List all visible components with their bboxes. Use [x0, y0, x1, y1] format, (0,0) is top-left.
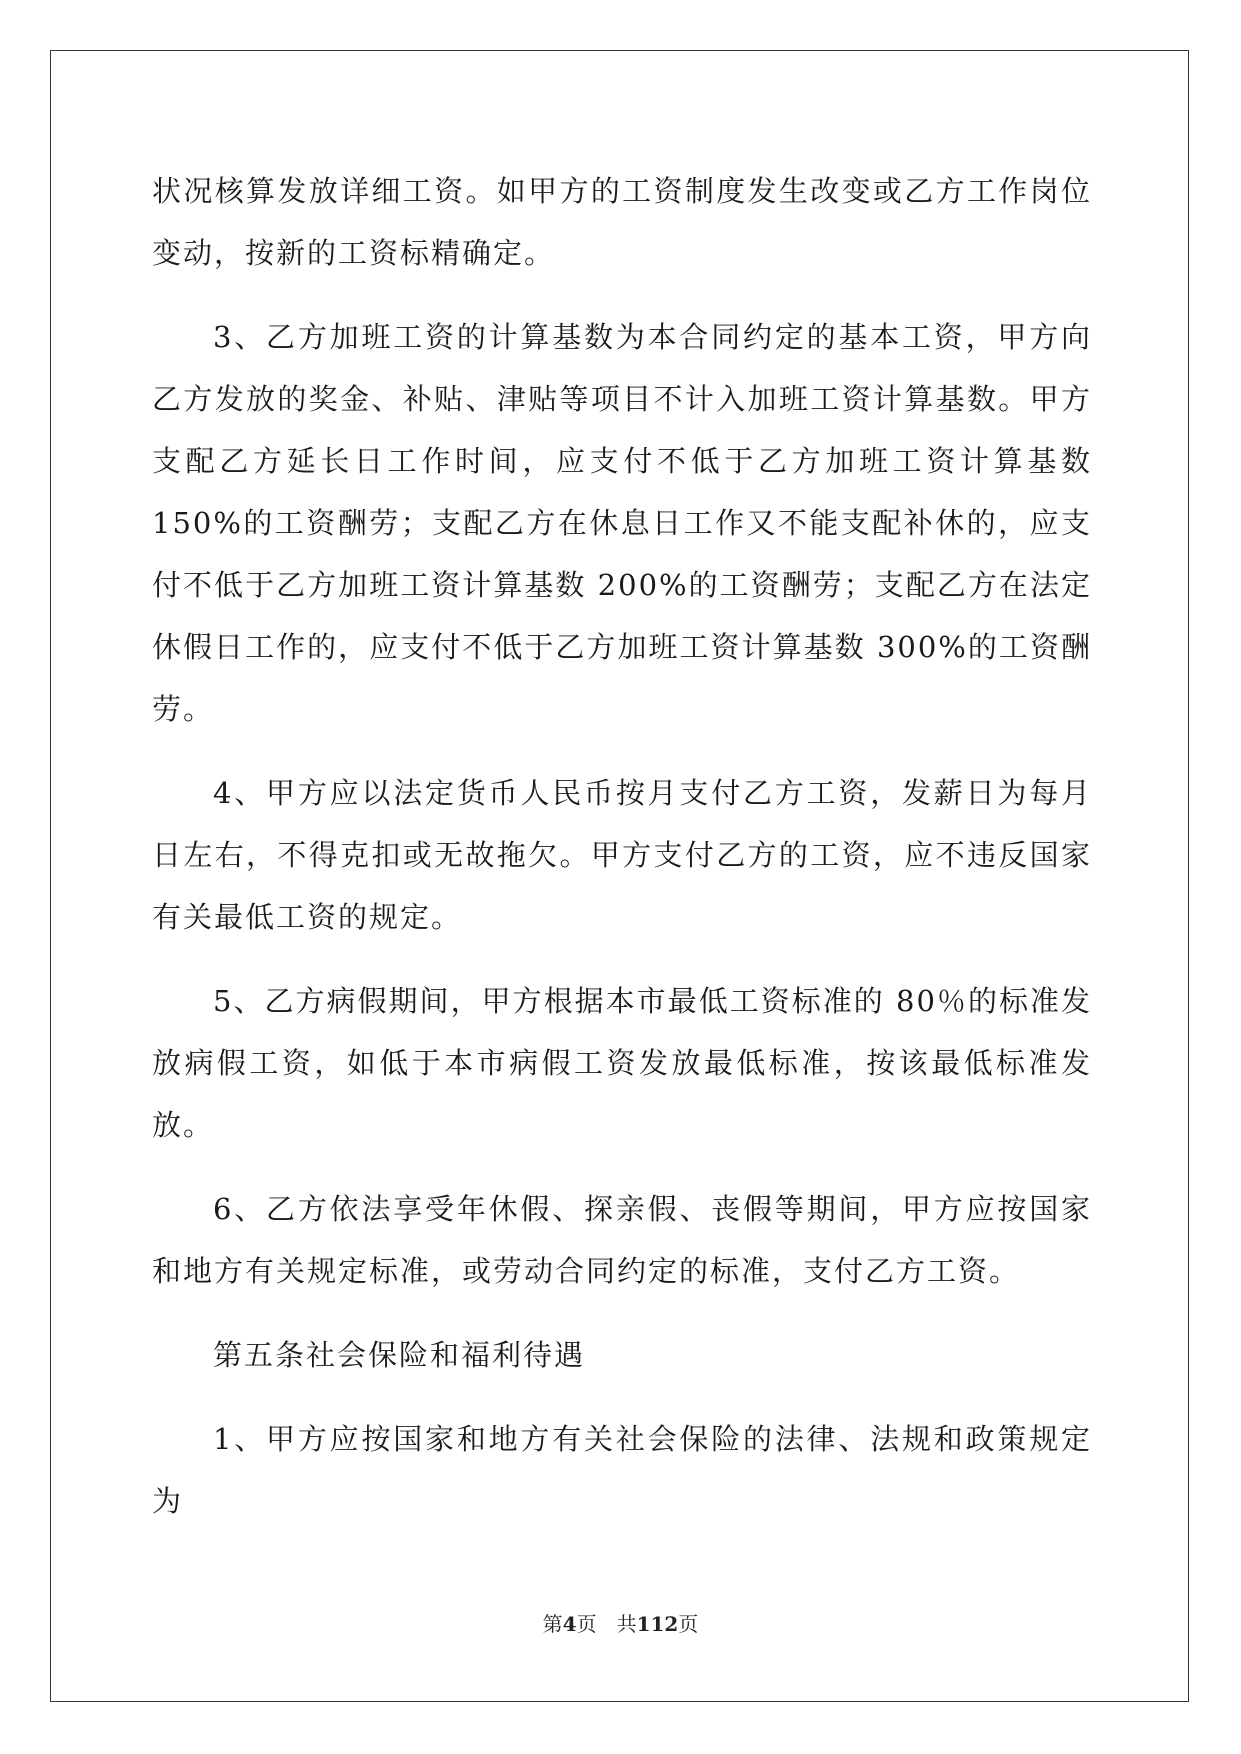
footer-prefix: 第 [542, 1612, 563, 1636]
footer-suffix: 页 [678, 1612, 699, 1636]
paragraph-6: 1、甲方应按国家和地方有关社会保险的法律、法规和政策规定为 [152, 1422, 1092, 1518]
footer-middle: 页 共 [576, 1612, 637, 1636]
total-pages-number: 112 [636, 1612, 679, 1636]
current-page-number: 4 [562, 1612, 577, 1636]
paragraph-3: 4、甲方应以法定货币人民币按月支付乙方工资，发薪日为每月日左右，不得克扣或无故拖欠。甲方支付乙方的工资，应不违反国家有关最低工资的规定。 [152, 776, 1092, 934]
section-heading: 第五条社会保险和福利待遇 [213, 1338, 586, 1372]
paragraph-1: 状况核算发放详细工资。如甲方的工资制度发生改变或乙方工作岗位变动，按新的工资标精确定。 [152, 174, 1092, 270]
paragraph-4: 5、乙方病假期间，甲方根据本市最低工资标准的 80％的标准发放病假工资，如低于本市病假工资发放最低标准，按该最低标准发放。 [152, 984, 1092, 1142]
page-footer [0, 1608, 1241, 1637]
document-body [152, 160, 1092, 1554]
paragraph-2: 3、乙方加班工资的计算基数为本合同约定的基本工资，甲方向乙方发放的奖金、补贴、津贴等项目不计入加班工资计算基数。甲方支配乙方延长日工作时间，应支付不低于乙方加班工资计算基数 150%的工资酬劳；支配乙方在休息日工作又不能支配补休的，应支付不低于乙方加班工资计算基数 200%的工资酬劳；支配乙方在法定休假日工作的，应支付不低于乙方加班工资计算基数 300%的工资酬劳。 [152, 320, 1092, 726]
paragraph-5: 6、乙方依法享受年休假、探亲假、丧假等期间，甲方应按国家和地方有关规定标准，或劳动合同约定的标准，支付乙方工资。 [152, 1192, 1092, 1288]
